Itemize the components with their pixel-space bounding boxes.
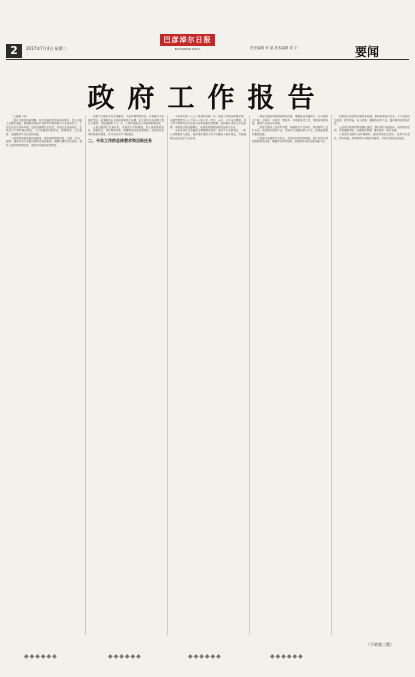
section-title: 要闻 xyxy=(355,45,380,59)
ornament-divider: ◆◆◆◆◆◆ xyxy=(24,653,58,660)
article-column-3 xyxy=(170,115,246,640)
article-column-1 xyxy=(6,115,82,640)
paragraph: 四是大力推进生态文明建设，生态环境持续好转。认真落实生态保护责任，统筹推进山水林田湖草综合治理，重点区域生态治理工程扎实推进，节能减排和大气、水、土壤污染防治工作取得积极成效。 xyxy=(88,115,164,126)
section-subheading: 二、今年工作的总体要求和目标任务 xyxy=(88,137,152,143)
column-divider xyxy=(249,115,250,635)
article-column-4 xyxy=(252,115,328,640)
column-divider xyxy=(167,115,168,635)
paragraph: 二是着力推动工业转型升级，构建现代产业体系。坚持新型工业化方向，改造提升传统产业，培育壮大战略性新兴产业，推进园区集约集聚发展。 xyxy=(252,125,328,136)
masthead xyxy=(0,0,415,58)
paragraph: 三是持续加强基础设施建设，城乡面貌明显改善。交通、水利、能源、通信等重大基础设施项目加快推进，城镇化建设步伐加快，城乡人居环境持续改善，美丽乡村建设成效明显。 xyxy=(6,136,82,147)
date-line: 2017年7月4日 星期二 xyxy=(26,46,67,51)
paragraph: 今年是实施“十三五”规划的重要一年。政府工作的总体要求是：全面贯彻党的十八大和十八届三中、四中、五中、六中全会精神，深入学习贯彻习近平总书记系列重要讲话精神，坚持稳中求进工作总基调，牢固树立新发展理念，以推进供给侧结构性改革为主线。 xyxy=(170,115,246,129)
ornament-divider: ◆◆◆◆◆◆ xyxy=(270,653,304,660)
editor-line: 责任编辑 李 斌 美术编辑 刘 宇 xyxy=(250,46,298,50)
article-column-2 xyxy=(88,115,164,640)
paragraph: 五是着力推进新型城镇化建设，提升城乡发展品质。坚持规划引领，完善城镇功能，加强城市管理，推进城乡一体化发展。 xyxy=(334,125,410,133)
paragraph: 二是扎实推进结构调整，经济发展质量效益稳步提升。深入实施工业强市战略，积极推动传统产业转型升级和新兴产业培育壮大，工业经济运行总体平稳。加快发展现代农牧业，巩固农业基础地位，农牧业生产保持稳定增长。大力发展现代服务业，商贸物流、文化旅游、金融服务等行业加快发展。 xyxy=(6,118,82,136)
paragraph: 一是着力推进供给侧结构性改革，增强经济发展动力。扎实做好去产能、去库存、去杠杆、降成本、补短板各项工作，积极培育新动能，推动产业迈向中高端。 xyxy=(252,115,328,126)
continued-tag: （下转第三版） xyxy=(366,642,394,647)
paragraph: 六是着力加强生态环境保护，建设美丽巴彦淖尔。坚持生态优先、绿色发展，持续推进生态保护和建设，打好污染防治攻坚战。 xyxy=(334,132,410,140)
page-headline: 政府工作报告 xyxy=(87,83,328,114)
ornament-divider: ◆◆◆◆◆◆ xyxy=(108,653,142,660)
column-divider xyxy=(331,115,332,635)
newspaper-logo-subtitle: BAYANNUR DAILY xyxy=(174,47,201,51)
article-column-5 xyxy=(334,115,410,640)
paragraph: 三是着力发展现代农牧业，促进农牧民持续增收。深化农牧业供给侧结构性改革，调整优化种养结构，发展绿色有机高端农畜产品。 xyxy=(252,136,328,144)
header-rule xyxy=(6,59,409,60)
paragraph: 五是全面深化改革开放，发展活力不断增强。深入推进简政放权、放管结合、优化服务改革，商事制度改革成效明显，农村牧区各项改革稳步推进，对外开放水平不断提高。 xyxy=(88,125,164,136)
column-divider xyxy=(85,115,86,635)
paragraph: 四是着力加快现代服务业发展，提升服务经济比重。大力发展文化旅游、现代物流、电子商务、健康养老等产业，推动服务业提质扩容。 xyxy=(334,115,410,126)
paragraph: 全年经济社会发展的主要预期目标是：地区生产总值增长，一般公共预算收入增长，城乡常住居民人均可支配收入稳步增长，节能减排完成自治区下达任务。 xyxy=(170,129,246,140)
newspaper-logo: 巴彦淖尔日报 xyxy=(160,34,215,46)
paragraph: （上接第一版） xyxy=(11,115,29,118)
page-number: 2 xyxy=(6,44,22,58)
ornament-divider: ◆◆◆◆◆◆ xyxy=(188,653,222,660)
